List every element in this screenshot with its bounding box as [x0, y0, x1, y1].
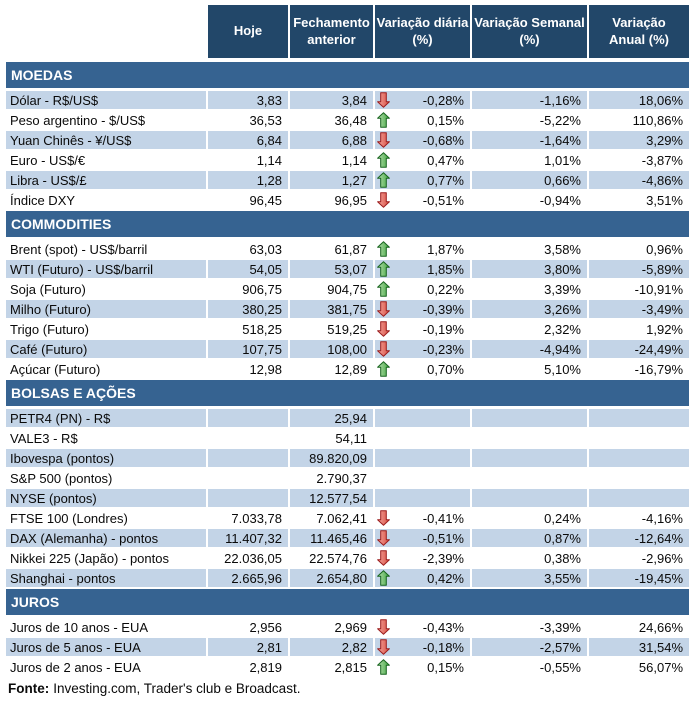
weekly-change-value: 0,38%	[472, 549, 587, 567]
table-row	[6, 151, 689, 169]
weekly-change-value: 2,32%	[472, 320, 587, 338]
table-row	[6, 340, 689, 358]
today-value: 380,25	[208, 300, 288, 318]
previous-close-value: 108,00	[290, 340, 373, 358]
up-arrow-icon	[377, 112, 390, 128]
annual-change-value	[589, 429, 689, 447]
daily-change-cell	[375, 111, 470, 129]
row-label: FTSE 100 (Londres)	[6, 509, 206, 527]
row-label: Índice DXY	[6, 191, 206, 209]
daily-change-value: 0,42%	[427, 570, 464, 586]
daily-change-value: -0,19%	[422, 321, 464, 337]
today-value	[208, 489, 288, 507]
annual-change-value: -4,86%	[589, 171, 689, 189]
down-arrow-icon	[377, 132, 390, 148]
daily-change-value: 0,70%	[427, 361, 464, 377]
down-arrow-icon	[377, 510, 390, 526]
previous-close-value: 25,94	[290, 409, 373, 427]
previous-close-value: 89.820,09	[290, 449, 373, 467]
previous-close-value: 22.574,76	[290, 549, 373, 567]
previous-close-value: 904,75	[290, 280, 373, 298]
row-label: VALE3 - R$	[6, 429, 206, 447]
previous-close-value: 53,07	[290, 260, 373, 278]
table-row	[6, 171, 689, 189]
today-value: 7.033,78	[208, 509, 288, 527]
column-header-fechamento-anterior: Fechamento anterior	[290, 5, 373, 58]
daily-change-value: -2,39%	[422, 550, 464, 566]
up-arrow-icon	[377, 241, 390, 257]
up-arrow-icon	[377, 570, 390, 586]
annual-change-value: -12,64%	[589, 529, 689, 547]
today-value: 36,53	[208, 111, 288, 129]
table-row	[6, 409, 689, 427]
column-header-hoje: Hoje	[208, 5, 288, 58]
column-header-variacao-diaria: Variação diária (%)	[375, 5, 470, 58]
annual-change-value: -5,89%	[589, 260, 689, 278]
annual-change-value	[589, 409, 689, 427]
daily-change-cell	[375, 658, 470, 676]
row-label: NYSE (pontos)	[6, 489, 206, 507]
previous-close-value: 11.465,46	[290, 529, 373, 547]
today-value: 3,83	[208, 91, 288, 109]
weekly-change-value	[472, 449, 587, 467]
column-header-variacao-semanal: Variação Semanal (%)	[472, 5, 587, 58]
table-row	[6, 300, 689, 318]
today-value: 96,45	[208, 191, 288, 209]
daily-change-value: 0,15%	[427, 112, 464, 128]
daily-change-value: 0,77%	[427, 172, 464, 188]
daily-change-value: -0,18%	[422, 639, 464, 655]
annual-change-value: 3,29%	[589, 131, 689, 149]
today-value	[208, 409, 288, 427]
weekly-change-value	[472, 409, 587, 427]
annual-change-value: 18,06%	[589, 91, 689, 109]
daily-change-value: -0,68%	[422, 132, 464, 148]
today-value: 1,28	[208, 171, 288, 189]
today-value: 2,819	[208, 658, 288, 676]
today-value: 2,81	[208, 638, 288, 656]
weekly-change-value: -1,64%	[472, 131, 587, 149]
today-value: 11.407,32	[208, 529, 288, 547]
weekly-change-value	[472, 489, 587, 507]
table-row	[6, 111, 689, 129]
section-header-commodities: COMMODITIES	[6, 211, 689, 237]
annual-change-value: -19,45%	[589, 569, 689, 587]
up-arrow-icon	[377, 361, 390, 377]
row-label: Juros de 5 anos - EUA	[6, 638, 206, 656]
daily-change-cell	[375, 260, 470, 278]
down-arrow-icon	[377, 550, 390, 566]
section-header-juros: JUROS	[6, 589, 689, 615]
weekly-change-value: -4,94%	[472, 340, 587, 358]
daily-change-cell	[375, 489, 470, 507]
row-label: DAX (Alemanha) - pontos	[6, 529, 206, 547]
previous-close-value: 381,75	[290, 300, 373, 318]
annual-change-value: -4,16%	[589, 509, 689, 527]
up-arrow-icon	[377, 261, 390, 277]
today-value: 2,956	[208, 618, 288, 636]
previous-close-value: 6,88	[290, 131, 373, 149]
annual-change-value: -2,96%	[589, 549, 689, 567]
annual-change-value: -3,87%	[589, 151, 689, 169]
today-value	[208, 429, 288, 447]
row-label: Libra - US$/£	[6, 171, 206, 189]
daily-change-cell	[375, 409, 470, 427]
today-value: 22.036,05	[208, 549, 288, 567]
annual-change-value: 110,86%	[589, 111, 689, 129]
weekly-change-value: -0,94%	[472, 191, 587, 209]
previous-close-value: 1,14	[290, 151, 373, 169]
annual-change-value	[589, 449, 689, 467]
weekly-change-value: -5,22%	[472, 111, 587, 129]
previous-close-value: 2.654,80	[290, 569, 373, 587]
daily-change-value: -0,51%	[422, 192, 464, 208]
row-label: Açúcar (Futuro)	[6, 360, 206, 378]
row-label: Brent (spot) - US$/barril	[6, 240, 206, 258]
daily-change-value: 0,15%	[427, 659, 464, 675]
daily-change-value: -0,41%	[422, 510, 464, 526]
daily-change-value: -0,28%	[422, 92, 464, 108]
row-label: Euro - US$/€	[6, 151, 206, 169]
weekly-change-value: -3,39%	[472, 618, 587, 636]
weekly-change-value: 3,58%	[472, 240, 587, 258]
table-row	[6, 638, 689, 656]
row-label: Soja (Futuro)	[6, 280, 206, 298]
daily-change-cell	[375, 509, 470, 527]
annual-change-value: -3,49%	[589, 300, 689, 318]
previous-close-value: 3,84	[290, 91, 373, 109]
weekly-change-value: 1,01%	[472, 151, 587, 169]
annual-change-value: 1,92%	[589, 320, 689, 338]
previous-close-value: 54,11	[290, 429, 373, 447]
down-arrow-icon	[377, 92, 390, 108]
daily-change-value: -0,39%	[422, 301, 464, 317]
weekly-change-value: -1,16%	[472, 91, 587, 109]
table-row	[6, 260, 689, 278]
weekly-change-value: 3,26%	[472, 300, 587, 318]
daily-change-value: -0,51%	[422, 530, 464, 546]
today-value	[208, 449, 288, 467]
daily-change-cell	[375, 151, 470, 169]
table-row	[6, 91, 689, 109]
down-arrow-icon	[377, 619, 390, 635]
annual-change-value: -10,91%	[589, 280, 689, 298]
down-arrow-icon	[377, 341, 390, 357]
weekly-change-value	[472, 429, 587, 447]
weekly-change-value	[472, 469, 587, 487]
table-row	[6, 658, 689, 676]
section-header-moedas: MOEDAS	[6, 62, 689, 88]
today-value: 1,14	[208, 151, 288, 169]
daily-change-cell	[375, 638, 470, 656]
weekly-change-value: 0,24%	[472, 509, 587, 527]
weekly-change-value: -0,55%	[472, 658, 587, 676]
down-arrow-icon	[377, 192, 390, 208]
daily-change-value: -0,43%	[422, 619, 464, 635]
row-label: Juros de 2 anos - EUA	[6, 658, 206, 676]
daily-change-value: -0,23%	[422, 341, 464, 357]
down-arrow-icon	[377, 530, 390, 546]
daily-change-cell	[375, 449, 470, 467]
table-row	[6, 618, 689, 636]
weekly-change-value: 3,80%	[472, 260, 587, 278]
weekly-change-value: 5,10%	[472, 360, 587, 378]
previous-close-value: 519,25	[290, 320, 373, 338]
up-arrow-icon	[377, 281, 390, 297]
previous-close-value: 61,87	[290, 240, 373, 258]
table-row	[6, 549, 689, 567]
row-label: PETR4 (PN) - R$	[6, 409, 206, 427]
table-row	[6, 509, 689, 527]
previous-close-value: 7.062,41	[290, 509, 373, 527]
row-label: Nikkei 225 (Japão) - pontos	[6, 549, 206, 567]
previous-close-value: 2,82	[290, 638, 373, 656]
today-value	[208, 469, 288, 487]
daily-change-cell	[375, 131, 470, 149]
row-label: WTI (Futuro) - US$/barril	[6, 260, 206, 278]
row-label: Dólar - R$/US$	[6, 91, 206, 109]
source-text: Investing.com, Trader's club e Broadcast.	[53, 681, 301, 696]
daily-change-cell	[375, 549, 470, 567]
daily-change-cell	[375, 340, 470, 358]
today-value: 107,75	[208, 340, 288, 358]
daily-change-cell	[375, 469, 470, 487]
daily-change-cell	[375, 618, 470, 636]
daily-change-cell	[375, 91, 470, 109]
annual-change-value: 31,54%	[589, 638, 689, 656]
table-row	[6, 360, 689, 378]
today-value: 518,25	[208, 320, 288, 338]
daily-change-value: 0,47%	[427, 152, 464, 168]
annual-change-value: 0,96%	[589, 240, 689, 258]
weekly-change-value: -2,57%	[472, 638, 587, 656]
previous-close-value: 36,48	[290, 111, 373, 129]
daily-change-cell	[375, 529, 470, 547]
weekly-change-value: 3,39%	[472, 280, 587, 298]
daily-change-cell	[375, 240, 470, 258]
daily-change-cell	[375, 429, 470, 447]
table-row	[6, 489, 689, 507]
table-row	[6, 469, 689, 487]
row-label: Yuan Chinês - ¥/US$	[6, 131, 206, 149]
daily-change-cell	[375, 320, 470, 338]
annual-change-value: 3,51%	[589, 191, 689, 209]
row-label: Café (Futuro)	[6, 340, 206, 358]
daily-change-value: 1,87%	[427, 241, 464, 257]
daily-change-cell	[375, 360, 470, 378]
annual-change-value	[589, 489, 689, 507]
row-label: Juros de 10 anos - EUA	[6, 618, 206, 636]
annual-change-value: 24,66%	[589, 618, 689, 636]
daily-change-cell	[375, 300, 470, 318]
section-header-bolsas-e-acoes: BOLSAS E AÇÕES	[6, 380, 689, 406]
today-value: 6,84	[208, 131, 288, 149]
annual-change-value: -16,79%	[589, 360, 689, 378]
table-row	[6, 529, 689, 547]
daily-change-cell	[375, 280, 470, 298]
weekly-change-value: 3,55%	[472, 569, 587, 587]
row-label: Trigo (Futuro)	[6, 320, 206, 338]
table-row	[6, 320, 689, 338]
previous-close-value: 2,969	[290, 618, 373, 636]
annual-change-value	[589, 469, 689, 487]
annual-change-value: -24,49%	[589, 340, 689, 358]
table-header	[6, 5, 689, 58]
table-row	[6, 429, 689, 447]
row-label: Ibovespa (pontos)	[6, 449, 206, 467]
daily-change-cell	[375, 569, 470, 587]
today-value: 2.665,96	[208, 569, 288, 587]
previous-close-value: 1,27	[290, 171, 373, 189]
annual-change-value: 56,07%	[589, 658, 689, 676]
table-row	[6, 240, 689, 258]
up-arrow-icon	[377, 659, 390, 675]
table-row	[6, 131, 689, 149]
weekly-change-value: 0,87%	[472, 529, 587, 547]
daily-change-cell	[375, 171, 470, 189]
down-arrow-icon	[377, 301, 390, 317]
market-table	[6, 5, 689, 676]
table-row	[6, 280, 689, 298]
row-label: Milho (Futuro)	[6, 300, 206, 318]
today-value: 63,03	[208, 240, 288, 258]
row-label: Shanghai - pontos	[6, 569, 206, 587]
table-row	[6, 569, 689, 587]
column-header-variacao-anual: Variação Anual (%)	[589, 5, 689, 58]
weekly-change-value: 0,66%	[472, 171, 587, 189]
row-label: S&P 500 (pontos)	[6, 469, 206, 487]
previous-close-value: 12.577,54	[290, 489, 373, 507]
header-spacer	[6, 5, 206, 58]
today-value: 54,05	[208, 260, 288, 278]
today-value: 906,75	[208, 280, 288, 298]
down-arrow-icon	[377, 321, 390, 337]
source-note	[6, 681, 689, 696]
previous-close-value: 12,89	[290, 360, 373, 378]
up-arrow-icon	[377, 172, 390, 188]
down-arrow-icon	[377, 639, 390, 655]
daily-change-value: 1,85%	[427, 261, 464, 277]
today-value: 12,98	[208, 360, 288, 378]
previous-close-value: 2,815	[290, 658, 373, 676]
previous-close-value: 96,95	[290, 191, 373, 209]
table-row	[6, 191, 689, 209]
table-row	[6, 449, 689, 467]
up-arrow-icon	[377, 152, 390, 168]
source-label: Fonte:	[8, 681, 50, 696]
previous-close-value: 2.790,37	[290, 469, 373, 487]
daily-change-cell	[375, 191, 470, 209]
row-label: Peso argentino - $/US$	[6, 111, 206, 129]
daily-change-value: 0,22%	[427, 281, 464, 297]
